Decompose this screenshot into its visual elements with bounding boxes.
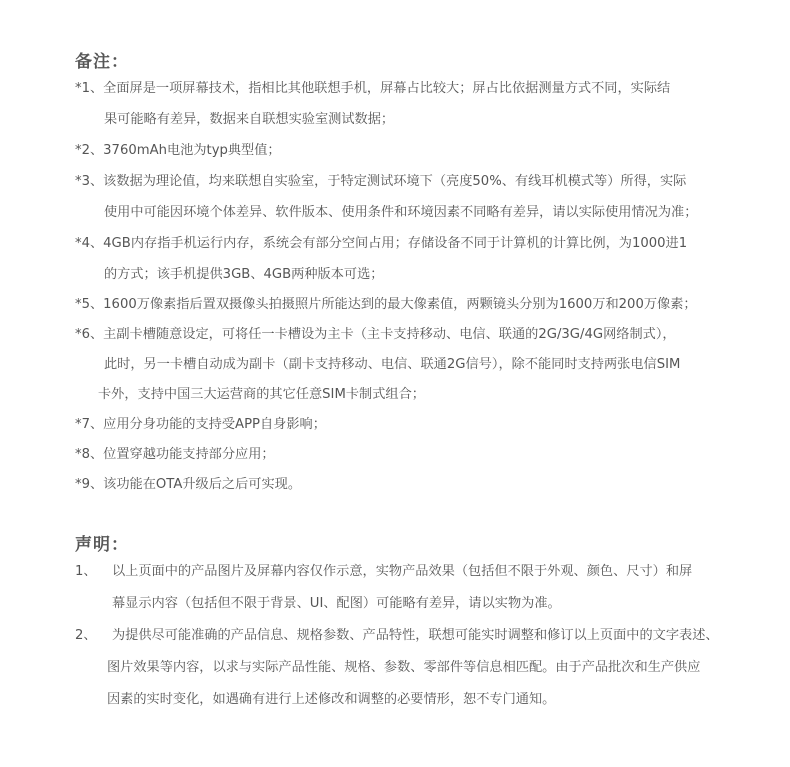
- statement-title: 声明：: [75, 535, 129, 555]
- remark-4-line-1: *4、4GB内存指手机运行内存，系统会有部分空间占用；存储设备不同于计算机的计算比例，为1000进1: [75, 236, 688, 251]
- remark-4-line-2: 的方式；该手机提供3GB、4GB两种版本可选；: [104, 267, 384, 282]
- remark-6-line-2: 此时，另一卡槽自动成为副卡（副卡支持移动、电信、联通2G信号），除不能同时支持两张电信SIM: [104, 357, 681, 372]
- remark-6-line-1: *6、主副卡槽随意设定，可将任一卡槽设为主卡（主卡支持移动、电信、联通的2G/3G/4G网络制式），: [75, 327, 676, 342]
- remark-9: *9、该功能在OTA升级后之后可实现。: [75, 477, 302, 492]
- statement-1-line-2: 幕显示内容（包括但不限于背景、UI、配图）可能略有差异，请以实物为准。: [112, 596, 561, 611]
- statement-2-line-2: 图片效果等内容，以求与实际产品性能、规格、参数、零部件等信息相匹配。由于产品批次和生产供应: [107, 660, 701, 675]
- statement-1-line-1: 以上页面中的产品图片及屏幕内容仅作示意，实物产品效果（包括但不限于外观、颜色、尺寸）和屏: [112, 564, 693, 579]
- remark-5: *5、1600万像素指后置双摄像头拍摄照片所能达到的最大像素值，两颗镜头分别为1600万和200万像素；: [75, 297, 697, 312]
- remark-7: *7、应用分身功能的支持受APP自身影响；: [75, 417, 326, 432]
- remark-8: *8、位置穿越功能支持部分应用；: [75, 447, 275, 462]
- remark-1-line-1: *1、全面屏是一项屏幕技术，指相比其他联想手机，屏幕占比较大；屏占比依据测量方式不同，实际结: [75, 81, 671, 96]
- statement-1-number: 1、: [75, 564, 97, 579]
- remark-3-line-1: *3、该数据为理论值，均来联想自实验室，于特定测试环境下（亮度50%、有线耳机模式等）所得，实际: [75, 174, 687, 189]
- remark-2: *2、3760mAh电池为typ典型值；: [75, 143, 281, 158]
- remark-1-line-2: 果可能略有差异，数据来自联想实验室测试数据；: [104, 112, 395, 127]
- remark-6-line-3: 卡外，支持中国三大运营商的其它任意SIM卡制式组合；: [98, 387, 425, 402]
- remark-3-line-2: 使用中可能因环境个体差异、软件版本、使用条件和环境因素不同略有差异，请以实际使用情况为准；: [104, 205, 698, 220]
- statement-2-line-1: 为提供尽可能准确的产品信息、规格参数、产品特性，联想可能实时调整和修订以上页面中的文字表述、: [112, 628, 719, 643]
- remarks-title: 备注：: [75, 52, 129, 72]
- statement-2-line-3: 因素的实时变化，如遇确有进行上述修改和调整的必要情形，恕不专门通知。: [107, 692, 556, 707]
- statement-2-number: 2、: [75, 628, 97, 643]
